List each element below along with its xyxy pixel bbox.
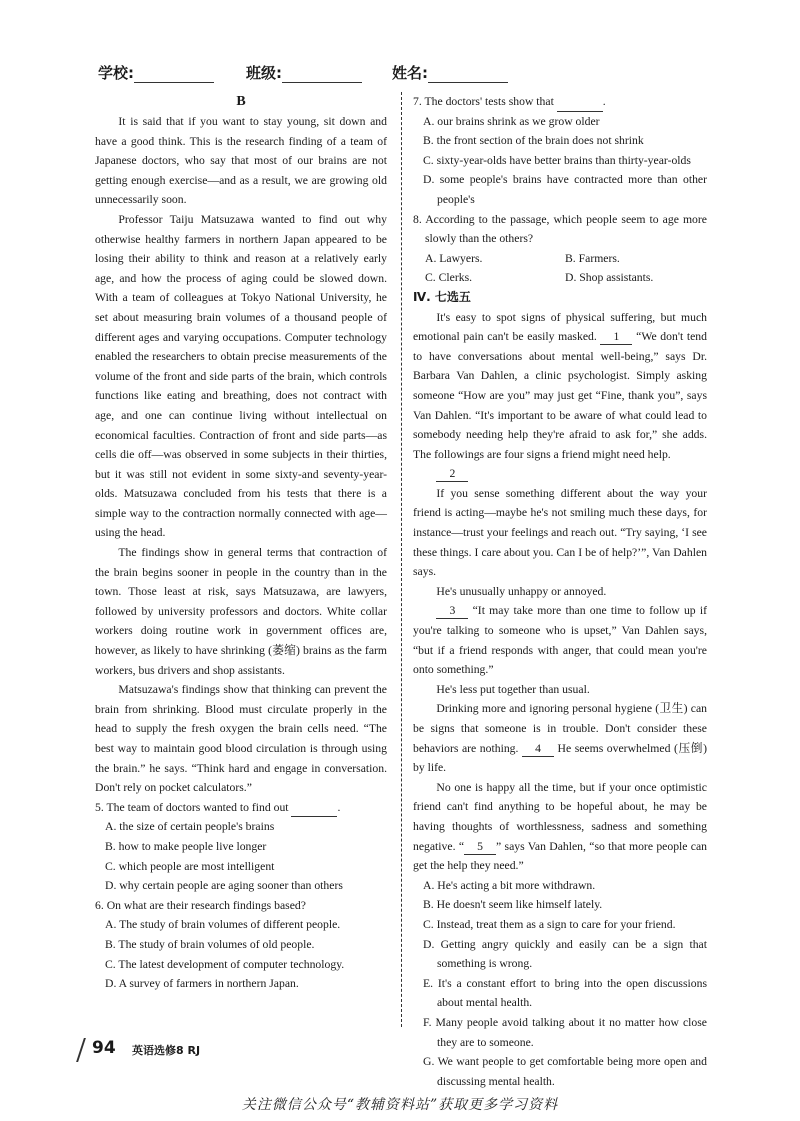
passage-paragraph: Matsuzawa's findings show that thinking can prevent the brain from shrinking. Blood must circulate properly in the head to supply the fresh oxygen the brain cells need. “The best way to maintain good blood circulation is through using the brain.” he says. “Think hard and engage in conversation. Don't rely on pocket calculators.” (95, 683, 387, 795)
student-info-header (0, 62, 800, 84)
option: C. sixty-year-olds have better brains than thirty-year-olds (423, 153, 691, 167)
cloze-paragraph: If you sense something different about the way your friend is acting—maybe he's not smiling much these days, for instance—trust your feelings and reach out. “Try saying, ‘I see these things. I care about you. Can I be of help?’”, Van Dahlen says. (413, 486, 707, 579)
option: A. Lawyers. (425, 251, 483, 265)
blank-2: 2 (436, 466, 468, 482)
question-7: 7. The doctors' tests show that . (413, 92, 707, 112)
cloze-option: D. Getting angry quickly and easily can be a sign that something is wrong. (423, 937, 707, 971)
cloze-option: G. We want people to get comfortable being more open and discussing mental health. (423, 1055, 707, 1088)
option: B. the front section of the brain does not shrink (423, 134, 644, 148)
name-blank (428, 68, 508, 83)
book-title: 英语选修8 RJ (132, 1044, 201, 1057)
cloze-subheading: He's less put together than usual. (436, 682, 590, 696)
cloze-paragraph: No one is happy all the time, but if your once optimistic friend can't find anything to be hopeful about, he may be having thoughts of worthlessness, sadness and something negative. “ 5 ” says Van Dahlen, “so that more people can get the help they need.” (413, 780, 708, 873)
column-divider (401, 92, 402, 1027)
option-row (413, 268, 707, 288)
cloze-paragraph: It's easy to spot signs of physical suffering, but much emotional pain can't be easily masked. 1 “We don't tend to have conversations about mental well-being,” says Dr. Barbara Van Dahlen, a clinic psychologist. Simply asking someone “How are you” may just get “Fine, thank you”, says Van Dahlen. “It's important to be aware of what could lead to somebody needing help they're afraid to ask for,” she adds. The followings are four signs a friend might need help. (413, 310, 707, 461)
option: A. our brains shrink as we grow older (423, 114, 600, 128)
cloze-option: F. Many people avoid talking about it no matter how close they are to someone. (423, 1015, 707, 1049)
option: B. The study of brain volumes of old people. (105, 937, 315, 951)
cloze-gap (413, 464, 707, 484)
cloze-option: E. It's a constant effort to bring into the open discussions about mental health. (423, 976, 707, 1010)
cloze-option: B. He doesn't seem like himself lately. (423, 898, 603, 912)
school-label: 学校: (98, 62, 214, 83)
blank-4: 4 (522, 741, 554, 757)
passage-paragraph: It is said that if you want to stay young, sit down and have a good think. This is the research finding of a team of Japanese doctors, who say that most of our brains are not getting enough exercise—and as a result, we are growing old unnecessarily soon. (95, 115, 387, 207)
answer-blank (291, 803, 337, 817)
cloze-subheading: He's unusually unhappy or annoyed. (436, 584, 607, 598)
passage-paragraph: The findings show in general terms that contraction of the brain begins sooner in people in the country than in the town. Those least at risk, says Matsuzawa, are lawyers, followed by university professors and doctors. White collar workers doing routine work in government offices are, however, as likely to have shrinking (萎缩) brains as the farm workers, bus drivers and shop assistants. (95, 546, 387, 677)
right-column (413, 92, 707, 1091)
blank-5: 5 (464, 839, 496, 855)
option: D. why certain people are aging sooner than others (105, 879, 343, 893)
cloze-option: C. Instead, treat them as a sign to care for your friend. (423, 917, 676, 931)
blank-3: 3 (436, 603, 468, 619)
option: C. which people are most intelligent (105, 859, 275, 873)
answer-blank (557, 98, 603, 112)
option-row (413, 249, 707, 269)
option: D. some people's brains have contracted more than other people's (423, 173, 707, 206)
option: A. The study of brain volumes of different people. (105, 918, 341, 932)
option: B. Farmers. (565, 251, 620, 265)
question-6: 6. On what are their research findings based? (95, 898, 306, 912)
class-label: 班级: (246, 62, 362, 83)
option: A. the size of certain people's brains (105, 820, 275, 834)
option: D. Shop assistants. (565, 271, 654, 285)
footer-slash (76, 1038, 86, 1062)
school-blank (134, 68, 214, 83)
cloze-option: A. He's acting a bit more withdrawn. (423, 878, 596, 892)
blank-1: 1 (600, 329, 632, 345)
promo-notice: 关注微信公众号“教辅资料站”获取更多学习资料 (241, 1097, 559, 1113)
option: C. The latest development of computer technology. (105, 957, 345, 971)
page-number: 94 (92, 1038, 116, 1058)
question-8: 8. According to the passage, which people seem to age more slowly than the others? (413, 212, 707, 246)
left-column (95, 92, 387, 994)
option: D. A survey of farmers in northern Japan. (105, 977, 299, 991)
class-blank (282, 68, 362, 83)
name-label: 姓名: (392, 62, 508, 83)
section-b-title: B (236, 94, 246, 109)
question-5: 5. The team of doctors wanted to find out . (95, 798, 387, 818)
cloze-paragraph: Drinking more and ignoring personal hygiene (卫生) can be signs that someone is in trouble. Don't consider these behaviors are nothing. 4 He seems overwhelmed (压倒) by life. (413, 702, 707, 775)
option: C. Clerks. (425, 271, 473, 285)
section-four-heading: Ⅳ. 七选五 (413, 289, 471, 304)
cloze-paragraph: 3 “It may take more than one time to follow up if you're talking to someone who is upset,” Van Dahlen says, “but if a friend responds with anger, that could mean you're onto something.” (413, 604, 707, 677)
option: B. how to make people live longer (105, 839, 267, 853)
passage-paragraph: Professor Taiju Matsuzawa wanted to find out why otherwise healthy farmers in northern Japan appeared to be losing their ability to think and reason at a relatively early age, and how the process of aging could be slowed down. With a team of colleagues at Tokyo National University, he set about measuring brain volumes of a thousand people of different ages and varying occupations. Computer technology enabled the researchers to obtain precise measurements of the volume of the front and side parts of the brain, which controls functions like eating and breathing, does not contract with age, and one can continue living without intellectual on economical faculties. Contraction of front and side parts—as cells die off—was observed in some subjects in their thirties, but it was still not evident in some sixty-and seventy-year-olds. Matsuzawa concluded from his tests that there is a simple way to the contraction normally connected with age—using the head. (95, 212, 387, 540)
